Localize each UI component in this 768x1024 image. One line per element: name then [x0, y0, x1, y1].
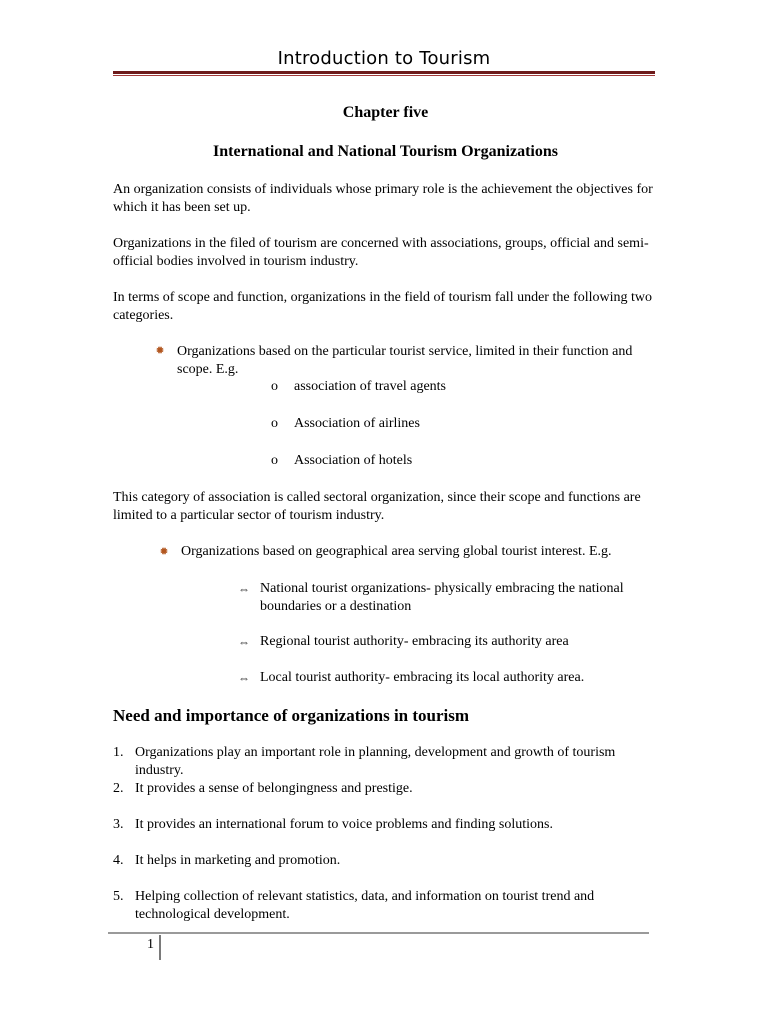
list-item: It provides a sense of belongingness and prestige.: [135, 781, 413, 796]
paragraph-categories-intro: In terms of scope and function, organizations in the field of tourism fall under the following two categories.: [113, 290, 653, 323]
chapter-title: Chapter five: [342, 104, 429, 121]
importance-heading: Need and importance of organizations in tourism: [113, 706, 470, 725]
list-item: Organizations play an important role in planning, development and growth of tourism industry.: [135, 745, 616, 778]
double-arrow-bullet-icon: ⇔: [238, 582, 250, 596]
paragraph-tourism-organizations: Organizations in the filed of tourism are concerned with associations, groups, official and semi-official bodies involved in tourism industry.: [113, 236, 649, 269]
category1-example: Association of hotels: [294, 453, 413, 468]
category1-text: Organizations based on the particular tourist service, limited in their function and scope. E.g.: [177, 344, 633, 377]
footer-rule: [108, 932, 649, 934]
paragraph-definition: An organization consists of individuals whose primary role is the achievement the objectives for which it has been set up.: [113, 182, 653, 215]
paragraph-sectoral: This category of association is called sectoral organization, since their scope and functions are limited to a particular sector of tourism industry.: [113, 490, 641, 523]
header-rule-thick: [113, 71, 655, 74]
list-item: Helping collection of relevant statistics, data, and information on tourist trend and technological development.: [135, 889, 595, 922]
list-item: It helps in marketing and promotion.: [135, 853, 341, 868]
list-number: 2.: [113, 781, 124, 796]
category2-text: Organizations based on geographical area serving global tourist interest. E.g.: [181, 544, 612, 559]
double-arrow-bullet-icon: ⇔: [238, 635, 250, 649]
circle-bullet-icon: o: [271, 453, 278, 468]
category1-example: Association of airlines: [294, 416, 420, 431]
list-item: It provides an international forum to voice problems and finding solutions.: [135, 817, 553, 832]
page-header-title: Introduction to Tourism: [277, 48, 491, 69]
chapter-subtitle: International and National Tourism Organizations: [213, 143, 558, 160]
circle-bullet-icon: o: [271, 416, 278, 431]
list-number: 5.: [113, 889, 124, 904]
footer-divider: [159, 935, 161, 960]
category1-example: association of travel agents: [294, 379, 447, 394]
sun-bullet-icon: ✹: [155, 345, 165, 357]
list-number: 1.: [113, 745, 124, 760]
list-number: 4.: [113, 853, 124, 868]
header-rule-thin: [113, 75, 655, 76]
category2-example: Local tourist authority- embracing its local authority area.: [260, 670, 585, 685]
category2-example: National tourist organizations- physically embracing the national boundaries or a destination: [260, 581, 624, 614]
list-number: 3.: [113, 817, 124, 832]
circle-bullet-icon: o: [271, 379, 278, 394]
double-arrow-bullet-icon: ⇔: [238, 671, 250, 685]
page-number: 1: [147, 937, 154, 952]
category2-example: Regional tourist authority- embracing its authority area: [260, 634, 569, 649]
sun-bullet-icon: ✹: [159, 546, 169, 558]
